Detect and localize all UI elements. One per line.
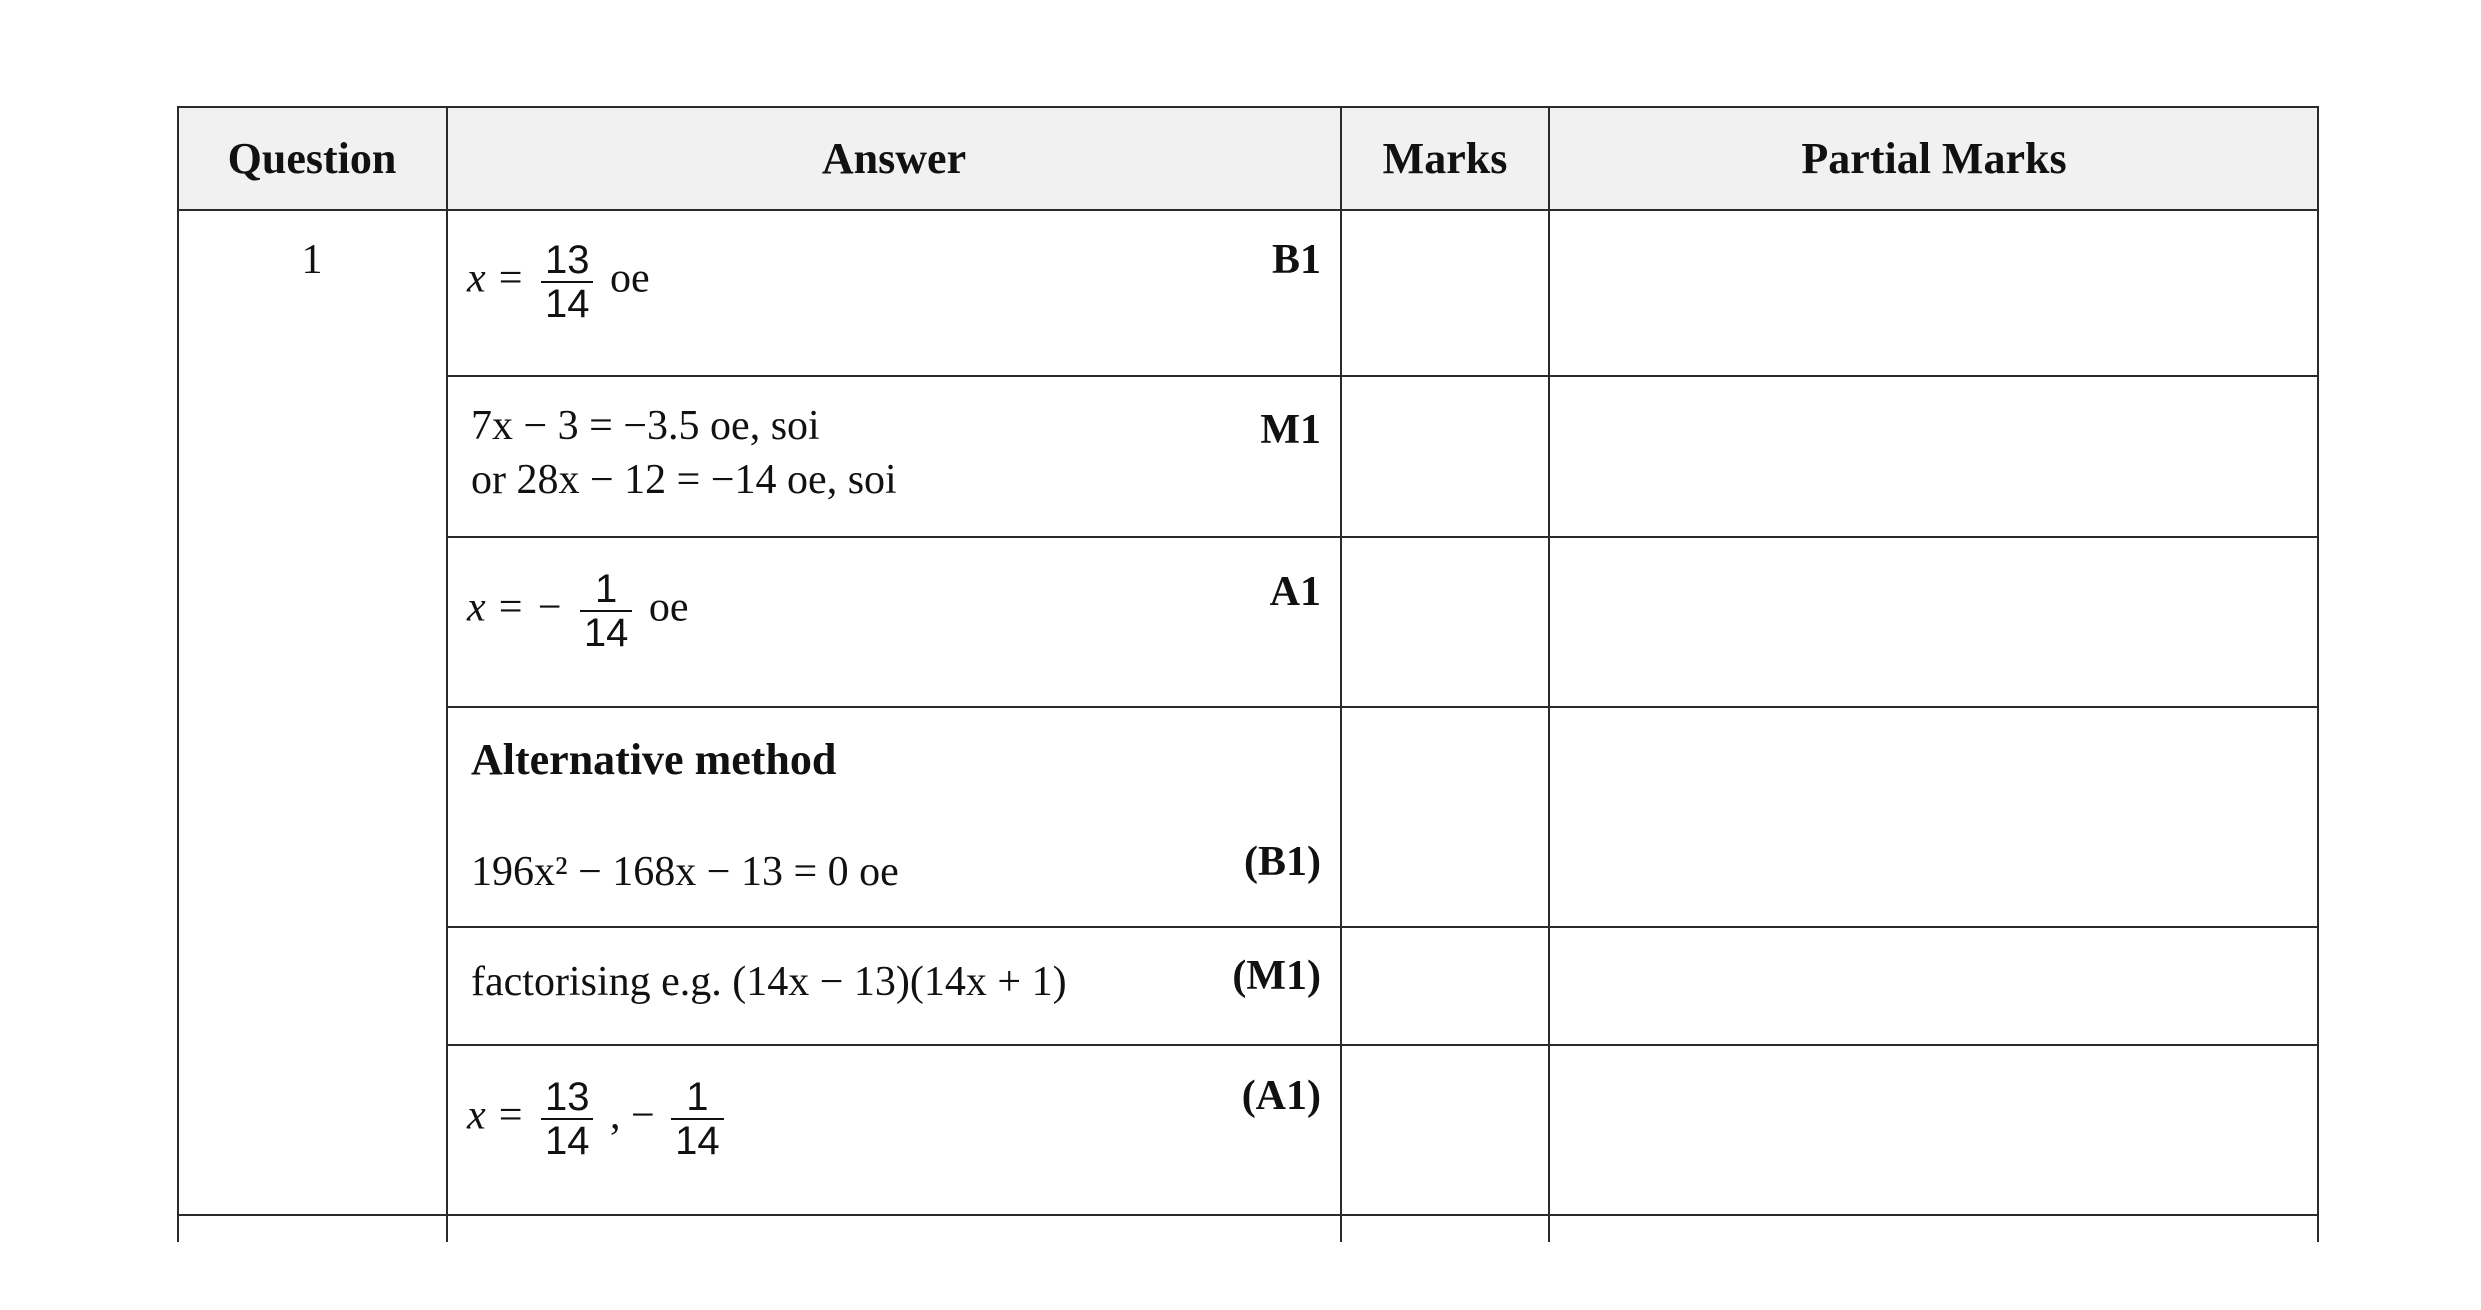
answer-row-5: factorising e.g. (14x − 13)(14x + 1) [471, 959, 1067, 1005]
header-partial-marks: Partial Marks [1801, 133, 2067, 183]
header-marks: Marks [1382, 133, 1508, 183]
answer-row-2-line-1: 7x − 3 = −3.5 oe, soi [471, 403, 820, 449]
mark-row-3: A1 [1269, 569, 1321, 615]
fraction-numerator: 13 [541, 1076, 594, 1120]
answer-row-4: 196x² − 168x − 13 = 0 oe [471, 849, 899, 895]
answer-separator: , − [609, 1092, 655, 1139]
header-question: Question [227, 133, 397, 183]
row-divider [177, 1214, 2319, 1216]
fraction [671, 1076, 724, 1162]
fraction [580, 568, 633, 654]
alternative-method-heading: Alternative method [471, 735, 837, 784]
answer-row-3 [467, 568, 688, 654]
fraction-denominator: 14 [544, 282, 590, 326]
answer-prefix: x = [467, 1092, 525, 1139]
table-border-right [2317, 106, 2319, 1242]
fraction [541, 1076, 594, 1162]
header-answer: Answer [821, 133, 967, 183]
row-divider [446, 1044, 2319, 1046]
header-divider [177, 209, 2319, 211]
mark-row-1: B1 [1271, 237, 1321, 283]
fraction-denominator: 14 [583, 611, 629, 655]
answer-suffix: oe [648, 584, 689, 631]
fraction-numerator: 13 [541, 239, 594, 283]
answer-row-2-line-2: or 28x − 12 = −14 oe, soi [471, 457, 897, 503]
answer-prefix: x = − [467, 584, 564, 631]
fraction [541, 239, 594, 325]
fraction-denominator: 14 [675, 1119, 720, 1163]
answer-suffix: oe [609, 255, 650, 302]
answer-prefix: x = [467, 255, 525, 302]
column-divider [1340, 106, 1342, 1242]
row-divider [446, 375, 2319, 377]
answer-row-1 [467, 239, 650, 325]
table-border-top [177, 106, 2319, 108]
row-divider [446, 706, 2319, 708]
row-divider [446, 926, 2319, 928]
column-divider [1548, 106, 1550, 1242]
mark-row-6: (A1) [1241, 1073, 1321, 1119]
row-divider [446, 536, 2319, 538]
mark-row-4: (B1) [1244, 839, 1321, 885]
fraction-denominator: 14 [544, 1119, 590, 1163]
fraction-numerator: 1 [580, 568, 633, 612]
mark-row-5: (M1) [1232, 953, 1321, 999]
answer-row-6 [467, 1076, 730, 1162]
question-number: 1 [301, 237, 323, 283]
mark-row-2: M1 [1260, 407, 1321, 453]
fraction-numerator: 1 [671, 1076, 724, 1120]
mark-scheme-table [177, 106, 2319, 1242]
